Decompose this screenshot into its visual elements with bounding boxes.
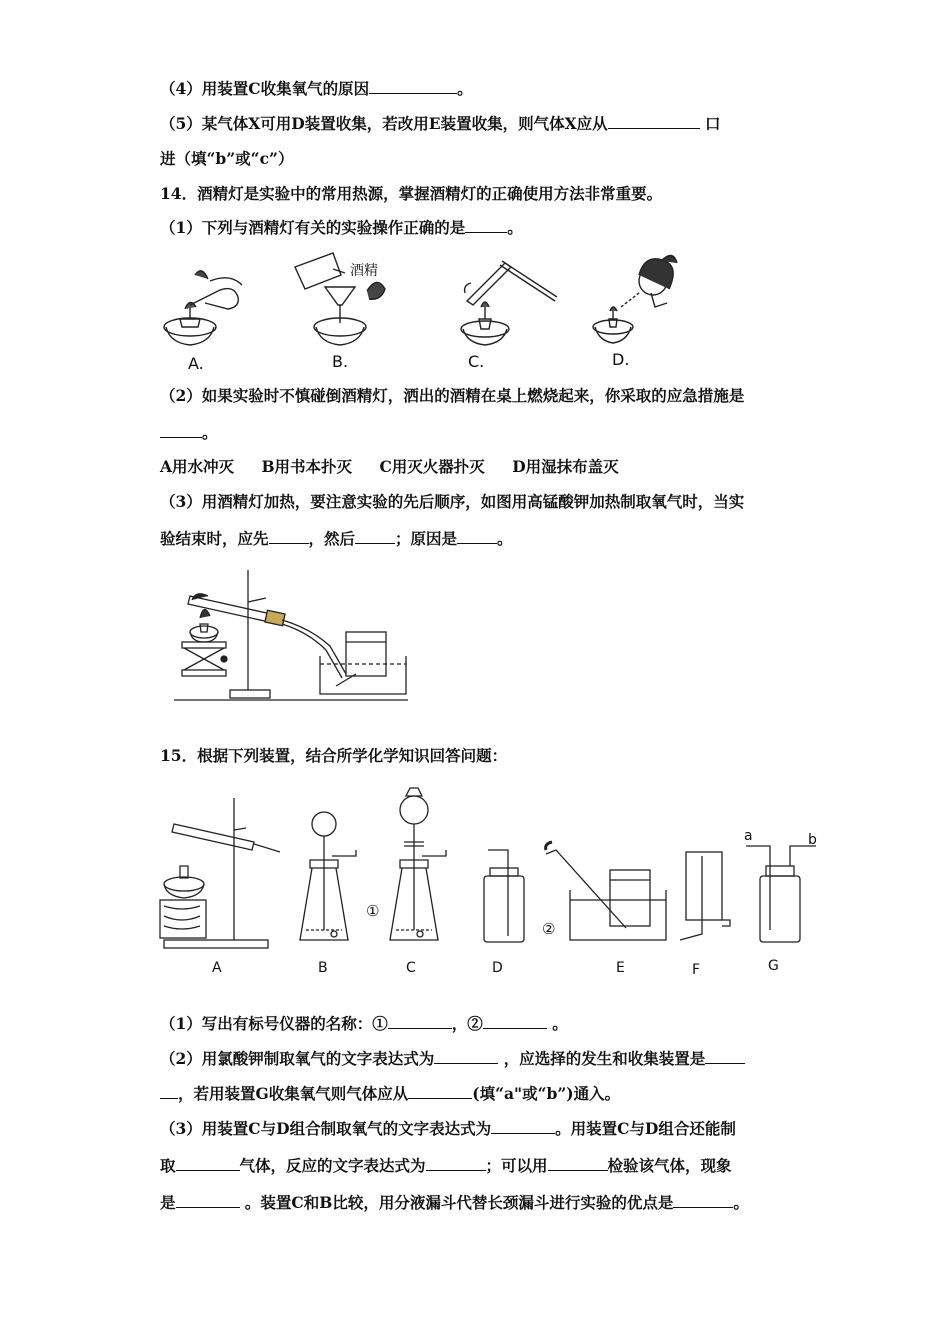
option-b-label: B. [332,352,349,371]
q13-item5-cont: 进（填“b”或“c”） [160,149,294,168]
label-g: G [768,958,779,974]
label-a: A [212,960,222,976]
answer-blank[interactable] [483,1013,547,1029]
q15-part3-cont1: 取 气体，反应的文字表达式为 ；可以用 检验该气体，现象 [160,1156,732,1175]
q14-part2-cont: 。 [160,422,218,443]
option-c-drawing [461,261,557,345]
apparatus-d-drawing [484,850,524,942]
answer-blank[interactable] [548,1155,608,1171]
apparatus-b-drawing [300,812,356,940]
apparatus-e-drawing [546,842,666,940]
answer-blank[interactable] [491,1118,555,1134]
q15-part3: （3）用装置C与D组合制取氧气的文字表达式为 。用装置C与D组合还能制 [160,1119,736,1138]
port-b-label: b [808,832,817,848]
answer-blank[interactable] [434,1048,498,1064]
q14-stem: 14．酒精灯是实验中的常用热源，掌握酒精灯的正确使用方法非常重要。 [160,184,663,203]
answer-blank[interactable] [269,528,309,544]
apparatus-a-drawing [160,798,280,948]
option-a-drawing [164,271,242,345]
q15-part3-cont2: 是 。装置C和B比较，用分液漏斗代替长颈漏斗进行实验的优点是 。 [160,1193,749,1212]
answer-blank[interactable] [160,1083,178,1099]
answer-blank[interactable] [369,78,457,94]
option-c-label: C. [468,352,485,371]
option-c: C用灭火器扑灭 [379,457,485,476]
apparatus-g-drawing [746,846,816,942]
q15-stem: 15．根据下列装置，结合所学化学知识回答问题： [160,746,508,765]
answer-blank[interactable] [176,1155,240,1171]
answer-blank[interactable] [176,1192,240,1208]
answer-blank[interactable] [465,217,507,233]
option-d-drawing [593,255,677,343]
q14-part2: （2）如果实验时不慎碰倒酒精灯，洒出的酒精在桌上燃烧起来，你采取的应急措施是 [160,386,745,405]
apparatus-a-to-g-figure [150,780,830,980]
label-f: F [692,962,701,978]
apparatus-c-drawing [390,788,446,940]
answer-blank[interactable] [408,1083,472,1099]
answer-blank[interactable] [705,1048,745,1064]
q15-part1: （1）写出有标号仪器的名称：① ，② 。 [160,1014,568,1033]
kmno4-oxygen-apparatus-figure [170,562,410,704]
answer-blank[interactable] [355,528,395,544]
label-e: E [616,960,625,976]
label-d: D [492,960,503,976]
answer-blank[interactable] [673,1192,733,1208]
q14-options [160,457,641,477]
option-d-label: D. [612,350,630,369]
answer-blank[interactable] [388,1013,452,1029]
label-b: B [318,960,328,976]
q13-item5: （5）某气体X可用D装置收集，若改用E装置收集，则气体X应从 口 [160,114,721,133]
alcohol-bottle-label: 酒精 [350,263,378,279]
alcohol-lamp-operations-figure [150,245,690,375]
q14-part1: （1）下列与酒精灯有关的实验操作正确的是 。 [160,218,523,237]
q14-part3-cont: 验结束时，应先 ，然后 ；原因是 。 [160,529,513,548]
option-b: B用书本扑灭 [261,457,353,476]
apparatus-f-drawing [680,852,730,940]
mark-1: ① [366,902,380,920]
label-c: C [406,960,416,976]
answer-blank[interactable] [426,1155,486,1171]
mark-2: ② [542,920,556,938]
q14-part3: （3）用酒精灯加热，要注意实验的先后顺序，如图用高锰酸钾加热制取氧气时，当实 [160,492,745,511]
option-a: A用水冲灭 [160,457,235,476]
answer-blank[interactable] [457,528,497,544]
q15-part2: （2）用氯酸钾制取氧气的文字表达式为 ，应选择的发生和收集装置是 [160,1048,745,1069]
port-a-label: a [744,828,753,844]
option-d: D用湿抹布盖灭 [512,457,619,476]
answer-blank[interactable] [608,113,700,129]
q13-item4: （4）用装置C收集氧气的原因 。 [160,79,473,98]
q15-part2-cont: ，若用装置G收集氧气则气体应从 (填“a"或“b”)通入。 [160,1083,620,1104]
answer-blank[interactable] [160,422,202,438]
option-a-label: A. [188,354,204,373]
